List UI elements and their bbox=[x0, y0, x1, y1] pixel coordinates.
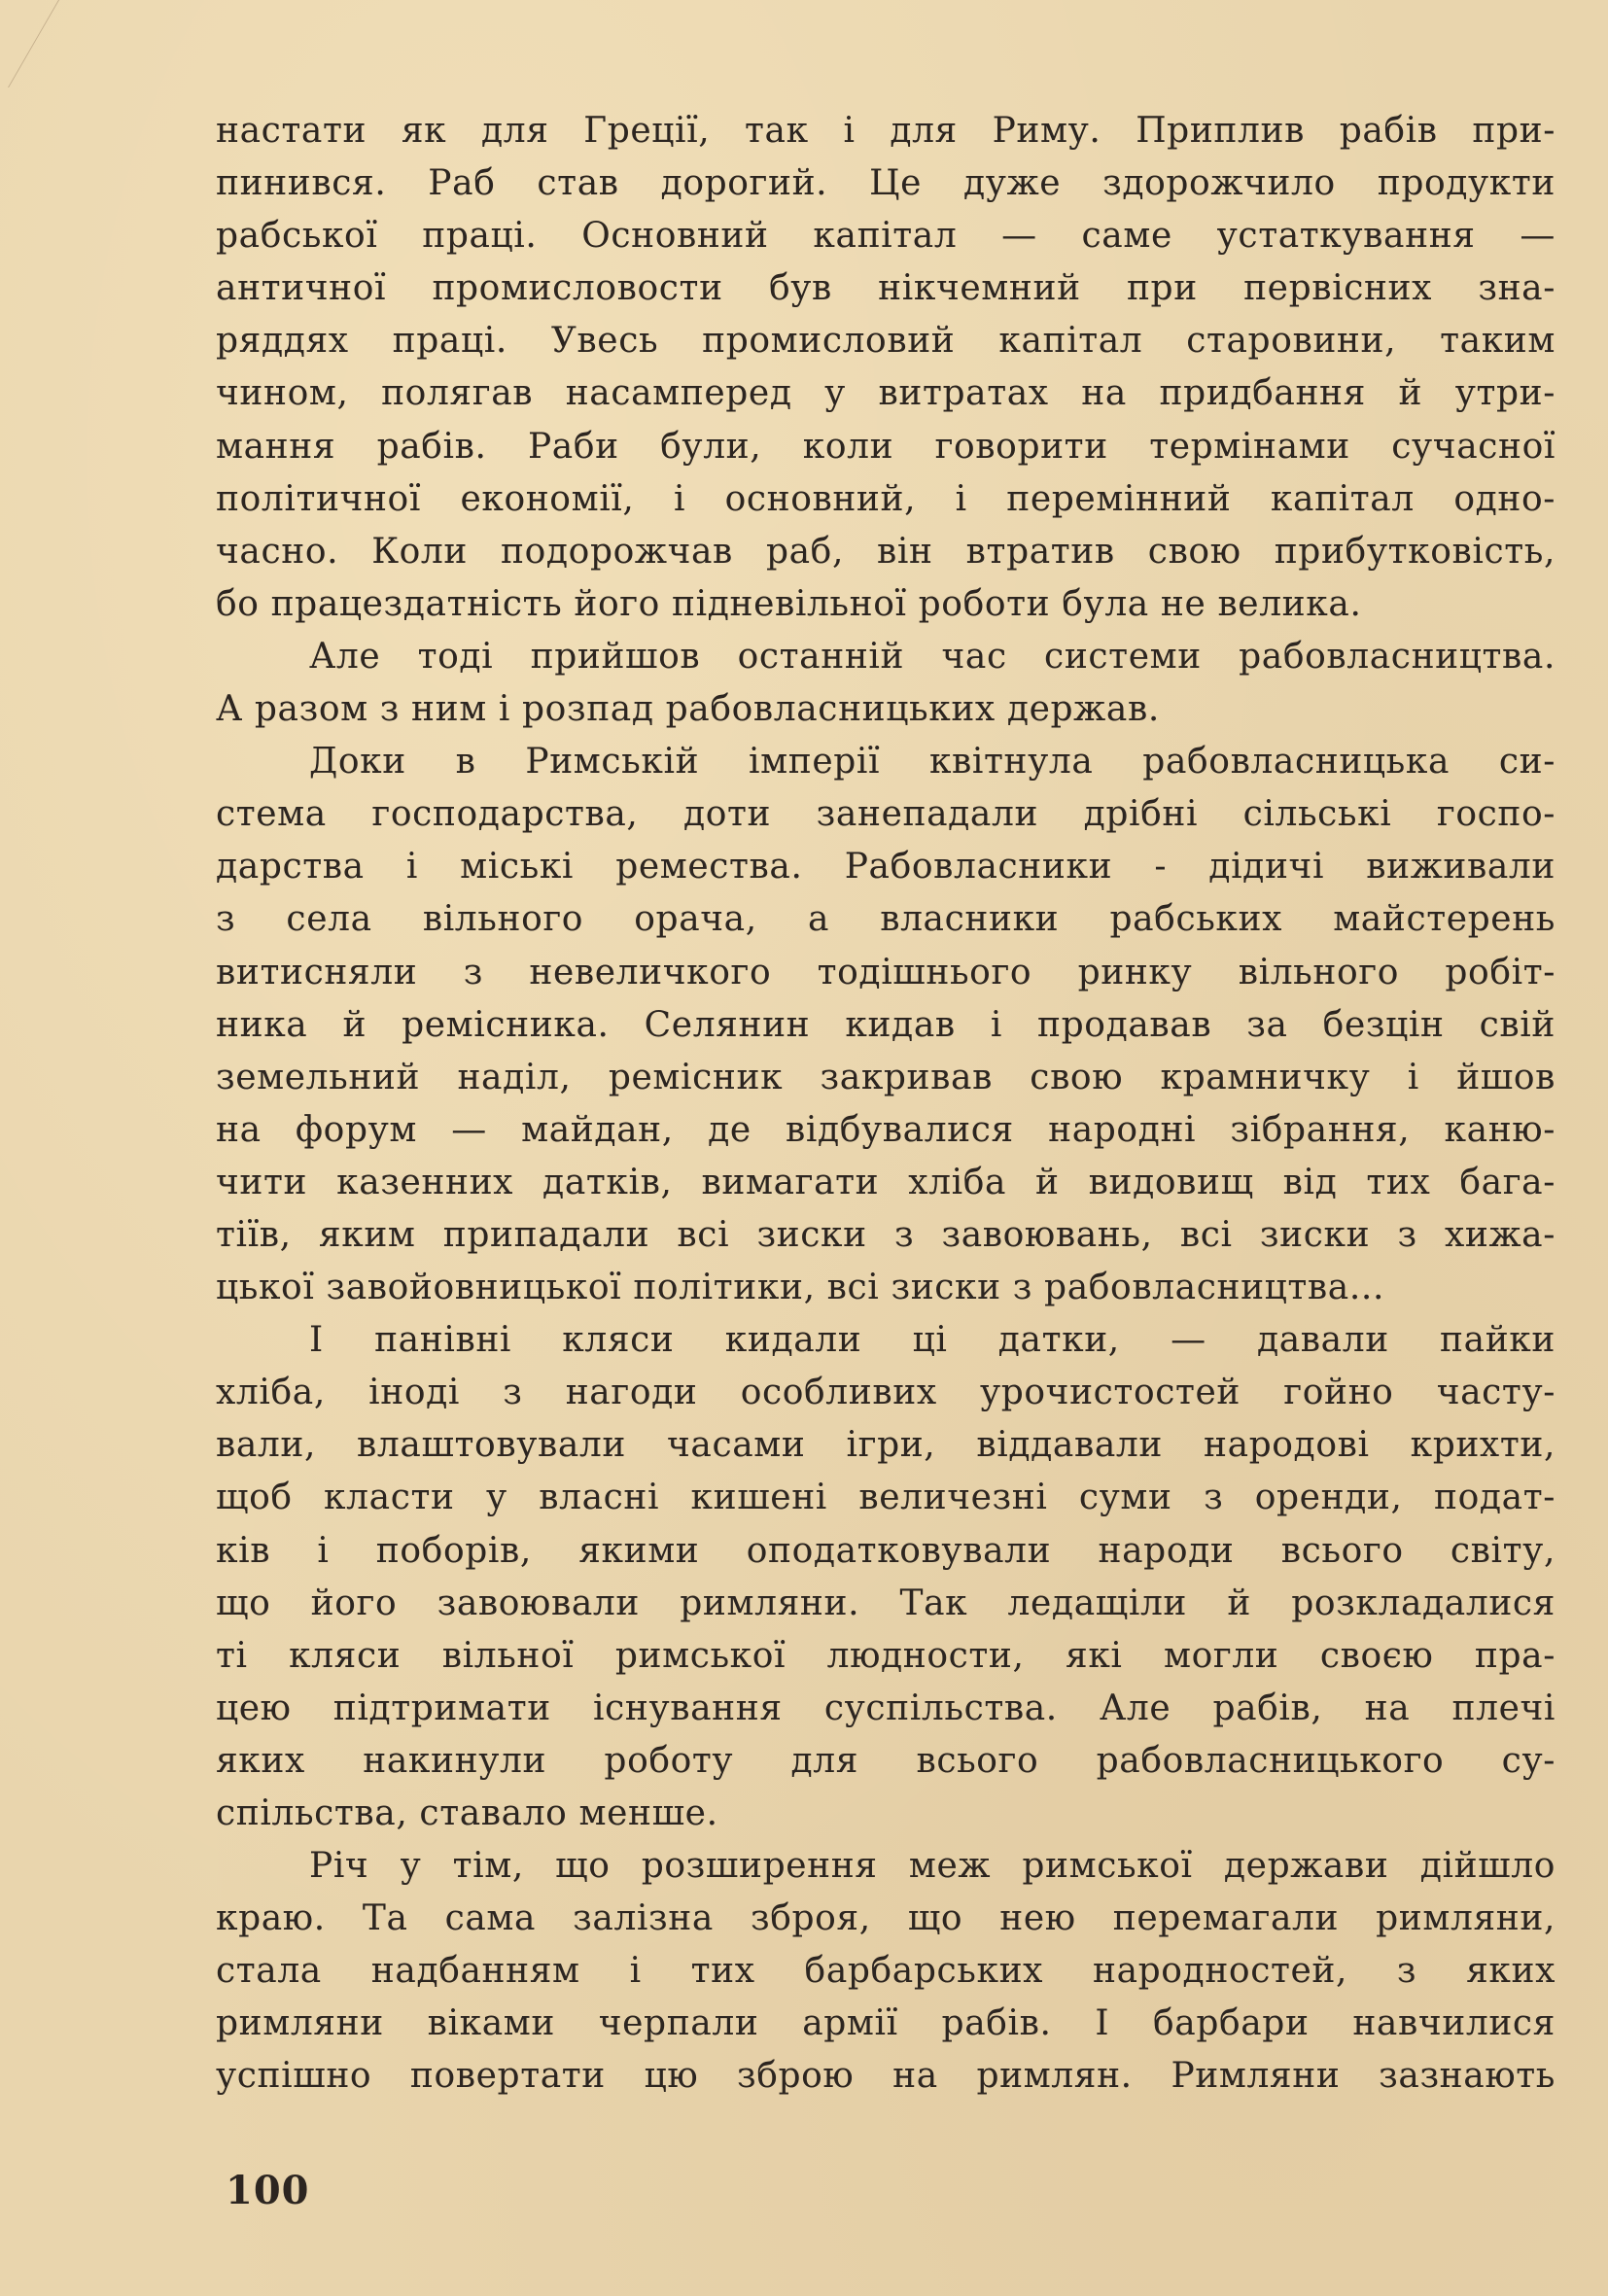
text-line: витисняли з невеличкого тодішнього ринку вільного робіт- bbox=[216, 952, 1556, 992]
text-line: щоб класти у власні кишені величезні суми з оренди, подат- bbox=[216, 1478, 1556, 1518]
text-line: що його завоювали римляни. Так ледащіли й розкладалися bbox=[216, 1583, 1556, 1623]
text-line: стема господарства, доти занепадали дрібні сільські госпо- bbox=[216, 794, 1556, 835]
text-line: античної промисловости був нікчемний при первісних зна- bbox=[216, 268, 1556, 309]
text-line: бо працездатність його підневільної роботи була не велика. bbox=[216, 583, 1362, 624]
text-line: настати як для Греції, так і для Риму. Приплив рабів при- bbox=[216, 111, 1556, 151]
text-line: ника й ремісника. Селянин кидав і продавав за безцін свій bbox=[216, 1004, 1556, 1045]
text-line: на форум — майдан, де відбувалися народні зібрання, каню- bbox=[216, 1109, 1556, 1150]
text-line: чити казенних датків, вимагати хліба й видовищ від тих бага- bbox=[216, 1162, 1556, 1202]
paragraph-start-line: Річ у тім, що розширення меж римської держави дійшло bbox=[309, 1846, 1556, 1887]
paragraph-start-line: Але тоді прийшов останній час системи рабовласництва. bbox=[309, 636, 1556, 677]
body-text bbox=[216, 105, 1556, 2104]
text-line: успішно повертати цю зброю на римлян. Римляни зазнають bbox=[216, 2056, 1556, 2097]
text-line: політичної економії, і основний, і перемінний капітал одно- bbox=[216, 478, 1556, 519]
text-line: стала надбанням і тих барбарських народностей, з яких bbox=[216, 1951, 1556, 1992]
paragraph-start-line: Доки в Римській імперії квітнула рабовласницька си- bbox=[309, 742, 1556, 783]
text-line: спільства, ставало менше. bbox=[216, 1793, 718, 1833]
text-line: земельний наділ, ремісник закривав свою крамничку і йшов bbox=[216, 1057, 1556, 1097]
text-line: римляни віками черпали армії рабів. І барбари навчилися bbox=[216, 2003, 1556, 2044]
text-line: цької завойовницької політики, всі зиски з рабовласництва... bbox=[216, 1268, 1384, 1308]
text-line: тіїв, яким припадали всі зиски з завоювань, всі зиски з хижа- bbox=[216, 1214, 1556, 1255]
text-line: чином, полягав насамперед у витратах на придбання й утри- bbox=[216, 373, 1556, 414]
text-line: хліба, іноді з нагоди особливих урочистостей гойно часту- bbox=[216, 1373, 1556, 1413]
text-line: ряддях праці. Увесь промисловий капітал старовини, таким bbox=[216, 321, 1556, 362]
page-corner-fold bbox=[0, 0, 59, 87]
text-line: мання рабів. Раби були, коли говорити термінами сучасної bbox=[216, 426, 1556, 467]
page-number: 100 bbox=[226, 2168, 310, 2213]
text-line: рабської праці. Основний капітал — саме устаткування — bbox=[216, 216, 1556, 257]
paragraph-start-line: І панівні кляси кидали ці датки, — давали пайки bbox=[309, 1320, 1556, 1361]
text-line: ків і поборів, якими оподатковували народи всього світу, bbox=[216, 1530, 1556, 1571]
text-line: пинився. Раб став дорогий. Це дуже здорожчило продукти bbox=[216, 163, 1556, 204]
text-line: цею підтримати існування суспільства. Але рабів, на плечі bbox=[216, 1687, 1556, 1728]
text-line: часно. Коли подорожчав раб, він втратив свою прибутковість, bbox=[216, 531, 1556, 572]
text-line: краю. Та сама залізна зброя, що нею перемагали римляни, bbox=[216, 1898, 1556, 1939]
text-line: вали, влаштовували часами ігри, віддавали народові крихти, bbox=[216, 1425, 1556, 1466]
text-line: дарства і міські ремества. Рабовласники - дідичі виживали bbox=[216, 847, 1556, 887]
text-line: А разом з ним і розпад рабовласницьких держав. bbox=[216, 689, 1160, 730]
text-line: з села вільного орача, а власники рабських майстерень bbox=[216, 899, 1556, 940]
text-line: ті кляси вільної римської людности, які могли своєю пра- bbox=[216, 1635, 1556, 1676]
text-line: яких накинули роботу для всього рабовласницького су- bbox=[216, 1740, 1556, 1781]
